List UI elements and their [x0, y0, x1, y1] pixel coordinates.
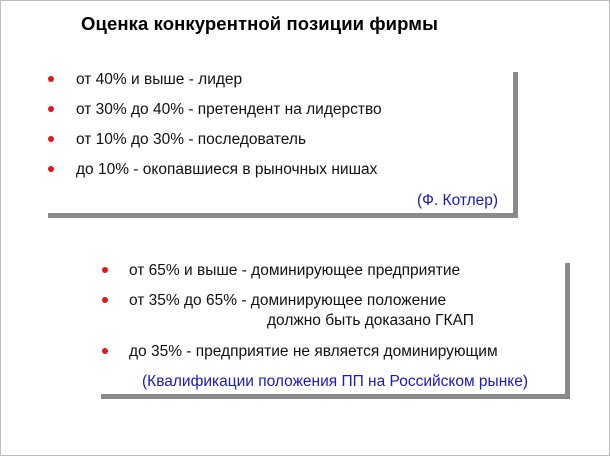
- kotler-item-1: от 40% и выше - лидер: [76, 71, 243, 88]
- gkap-panel-shadow-bottom: [101, 394, 570, 399]
- gkap-item-1: от 65% и выше - доминирующее предприятие: [129, 262, 461, 279]
- bullet-icon: [48, 76, 54, 82]
- gkap-item-3: до 35% - предприятие не является доминирующим: [129, 343, 498, 360]
- bullet-icon: [102, 348, 108, 354]
- gkap-source: (Квалификации положения ПП на Российском рынке): [142, 373, 528, 390]
- bullet-icon: [102, 297, 108, 303]
- kotler-panel-shadow-bottom: [48, 213, 518, 218]
- kotler-item-3: от 10% до 30% - последователь: [76, 131, 307, 148]
- gkap-item-2-continuation: должно быть доказано ГКАП: [267, 312, 474, 329]
- gkap-panel-shadow-right: [565, 263, 570, 399]
- bullet-icon: [102, 267, 108, 273]
- gkap-item-2: от 35% до 65% - доминирующее положение: [129, 292, 447, 309]
- slide-title: Оценка конкурентной позиции фирмы: [81, 13, 438, 34]
- kotler-panel-shadow-right: [513, 72, 518, 218]
- bullet-icon: [48, 136, 54, 142]
- bullet-icon: [48, 106, 54, 112]
- kotler-source: (Ф. Котлер): [417, 192, 499, 209]
- kotler-item-4: до 10% - окопавшиеся в рыночных нишах: [76, 161, 378, 178]
- bullet-icon: [48, 166, 54, 172]
- kotler-item-2: от 30% до 40% - претендент на лидерство: [76, 101, 382, 118]
